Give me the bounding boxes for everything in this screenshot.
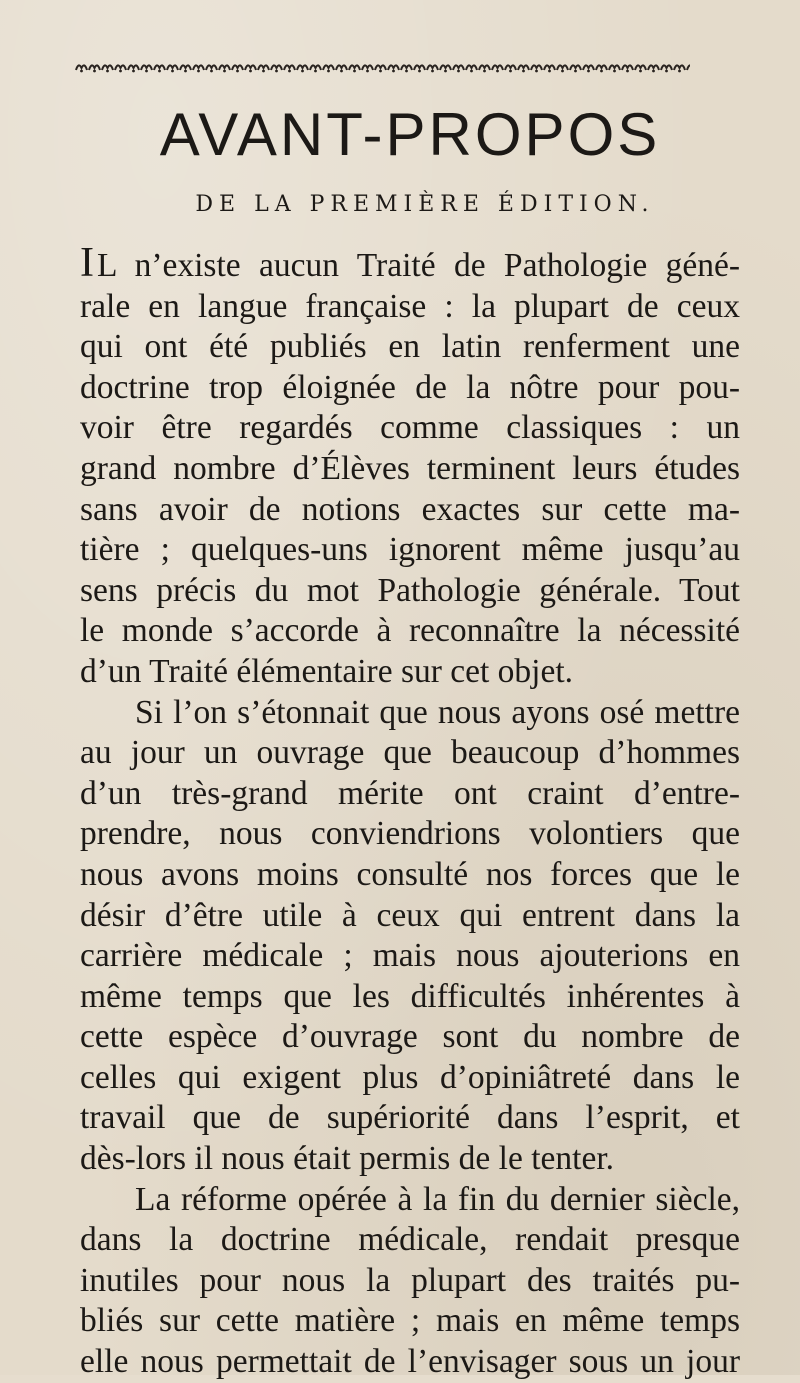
text-line: qui ont été publiés en latin renferment une [80, 328, 740, 366]
text-line: au jour un ouvrage que beaucoup d’hommes [80, 734, 740, 772]
text-line: d’un très-grand mérite ont craint d’entre- [80, 774, 740, 812]
ornament-border-graphic [75, 60, 690, 74]
text-line: Si l’on s’étonnait que nous ayons osé mettre [135, 693, 740, 731]
text-line: dans la doctrine médicale, rendait presque [80, 1221, 740, 1259]
text-line: sans avoir de notions exactes sur cette ma- [80, 490, 740, 528]
text-line: désir d’être utile à ceux qui entrent dans la [80, 896, 740, 934]
text-line: sens précis du mot Pathologie générale. Tout [80, 571, 740, 609]
text-line: le monde s’accorde à reconnaître la nécessité [80, 612, 740, 650]
text-line: travail que de supériorité dans l’esprit, et [80, 1099, 740, 1137]
text-line: d’un Traité élémentaire sur cet objet. [80, 652, 574, 690]
text-line: prendre, nous conviendrions volontiers que [80, 815, 740, 853]
text-line: elle nous permettait de l’envisager sous un jour [80, 1343, 740, 1381]
body-text [80, 240, 740, 1383]
text-line: nous avons moins consulté nos forces que le [80, 855, 740, 893]
text-line: dès-lors il nous était permis de le tenter. [80, 1140, 615, 1178]
text-line: bliés sur cette matière ; mais en même temps [80, 1302, 740, 1340]
text-line: tière ; quelques-uns ignorent même jusqu’au [80, 531, 740, 569]
page-title: AVANT-PROPOS [159, 101, 661, 168]
page-subtitle: DE LA PREMIÈRE ÉDITION. [195, 192, 655, 217]
text-line: cette espèce d’ouvrage sont du nombre de [80, 1018, 740, 1056]
decorative-rule [75, 60, 690, 74]
text-line: voir être regardés comme classiques : un [80, 409, 740, 447]
text-line: carrière médicale ; mais nous ajouterions en [80, 937, 740, 975]
text-line-content: L n’existe aucun Traité de Pathologie géné- [97, 247, 740, 284]
text-line: rale en langue française : la plupart de ceux [80, 287, 740, 325]
text-line: même temps que les difficultés inhérentes à [80, 977, 740, 1015]
text-line: La réforme opérée à la fin du dernier siècle, [135, 1180, 740, 1218]
text-line [80, 240, 740, 287]
drop-cap: I [80, 240, 94, 286]
text-line: grand nombre d’Élèves terminent leurs études [80, 449, 740, 487]
text-line: inutiles pour nous la plupart des traités pu- [80, 1261, 740, 1299]
text-line: celles qui exigent plus d’opiniâtreté dans le [80, 1058, 740, 1096]
text-line: doctrine trop éloignée de la nôtre pour pou- [80, 368, 740, 406]
